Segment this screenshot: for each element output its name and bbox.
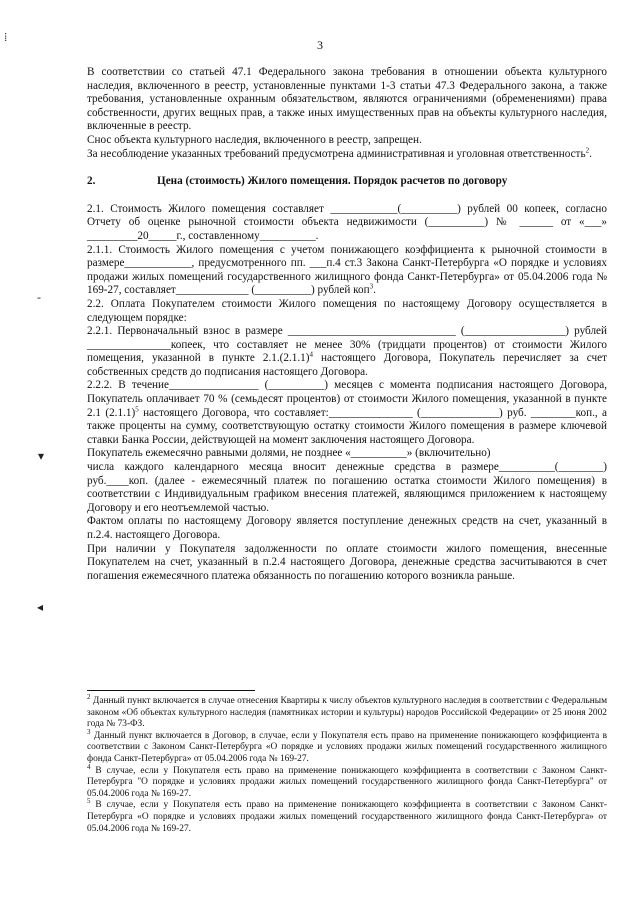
footnote-text: В случае, если у Покупателя есть право на применение понижающего коэффициента в соответствии с Законом Санкт-Петербурга "О порядке и условиях продажи жилых помещений государственного жилищного фонда Санкт-Петербурга" от 05.04.2006 года № 169-27.	[87, 765, 608, 799]
clause-text: 2.1.1. Стоимость Жилого помещения с учетом понижающего коэффициента к рыночной стоимости в размере____________, предусмотренного пп. ___п.4 ст.3 Закона Санкт-Петербурга «О порядке и условиях продажи жилых помещений государственного жилищного фонда Санкт-Петербурга» от 05.04.2006 года № 169-27, составляет_____________ (__________) рублей коп	[87, 243, 607, 297]
footnote	[87, 692, 608, 731]
paragraph: За несоблюдение указанных требований предусмотрена административная и уголовная ответственность$^2$.	[87, 145, 592, 160]
footnote-text: Данный пункт включается в Договор, в случае, если у Покупателя есть право на применение понижающего коэффициента в соответствии с Законом Санкт-Петербурга «О порядке и условиях продажи жилых помещений государственного жилищного фонда Санкт-Петербурга» от 05.04.2006 года № 169-27.	[87, 730, 608, 764]
debt-clause: При наличии у Покупателя задолженности по оплате стоимости жилого помещения, внесенные Покупателем на счет, указанный в п.2.4 настоящего Договора, денежные средства засчитываются в счет погашения ежемесячного платежа обязанность по погашению которого возникла раньше.	[87, 542, 607, 582]
footnote-separator	[87, 690, 255, 691]
document-body	[87, 66, 607, 583]
clause-text-cont: настоящего Договора, Покупатель перечисляет за счет собственных средств до подписания настоящего Договора.	[87, 352, 608, 378]
scan-mark: ⁞	[4, 30, 8, 44]
footnote-ref: 3	[369, 282, 374, 291]
scan-mark: ▾	[38, 449, 45, 463]
clause-2-1-1: 2.1.1. Стоимость Жилого помещения с учетом понижающего коэффициента к рыночной стоимости в размере____________, предусмотренного пп. ___п.4 ст.3 Закона Санкт-Петербурга «О порядке и условиях продажи жилых помещений государственного жилищного фонда Санкт-Петербурга» от 05.04.2006 года № 169-27, составляет_____________ (__________) рублей коп$^3$.	[87, 243, 607, 297]
footnote-number: 2	[87, 692, 91, 701]
footnote	[87, 727, 608, 766]
section-number: 2.	[87, 175, 96, 188]
footnote-number: 3	[87, 727, 91, 736]
section-heading	[87, 175, 607, 189]
page-number: 3	[317, 38, 323, 52]
footnote-ref: 2	[585, 145, 590, 154]
footnote-text: Данный пункт включается в случае отнесения Квартиры к числу объектов культурного наследия в соответствии с Федеральным законом «Об объектах культурного наследия (памятниках истории и культуры) народов Российской Федерации» от 25 июня 2002 года № 73-ФЗ.	[87, 696, 608, 730]
monthly-payment-b: числа каждого календарного месяца вносит денежные средства в размере__________(________) руб.____коп. (далее - ежемесячный платеж по погашению остатка стоимости Жилого помещения) в соответствии с Индивидуальным графиком внесения платежей, являющимся приложением к настоящему Договору и его неотъемлемой частью.	[87, 461, 607, 514]
clause-text-cont: настоящего Договора, что составляет:_______________ (______________) руб. ________коп., а также проценты на сумму, соответствующую остатку стоимости Жилого помещения в размере ключевой ставки Банка России, действующей на момент заключения настоящего Договора.	[87, 406, 607, 446]
clause-2-1: 2.1. Стоимость Жилого помещения составляет ____________(__________) рублей 00 копеек, согласно Отчету об оценке рыночной стоимости объекта недвижимости (__________) № ______ от «___» _________20_____г., составленному__________.	[87, 202, 607, 242]
paragraph: Снос объекта культурного наследия, включенного в реестр, запрещен.	[87, 133, 422, 146]
clause-text: 2.2.2. В течение________________ (__________) месяцев с момента подписания настоящего Договора, Покупатель оплачивает 70 % (семьдесят процентов) от стоимости Жилого помещения, указанной в пункте 2.1 (2.1.1)	[87, 379, 607, 419]
clause-2-2: 2.2. Оплата Покупателем стоимости Жилого помещения по настоящему Договору осуществляется в следующем порядке:	[87, 297, 607, 324]
section-title: Цена (стоимость) Жилого помещения. Порядок расчетов по договору	[157, 175, 508, 188]
footnote-number: 5	[87, 797, 91, 806]
paragraph: В соответствии со статьей 47.1 Федерального закона требования в отношении объекта культурного наследия, включенного в реестр, установленные пунктами 1-3 статьи 47.3 Федерального закона, а также требования, установленные охранным обязательством, являются ограничениями (обременениями) права собственности, других вещных прав, а также иных имущественных прав на объекты культурного наследия, включенные в реестр.	[87, 66, 607, 133]
footnote	[87, 797, 608, 835]
scan-mark: -	[37, 290, 41, 304]
clause-2-2-2	[87, 379, 607, 447]
clause-text: 2.2.1. Первоначальный взнос в размере ______________________________ (__________________) рублей _______________копеек, что составляет не менее 30% (тридцати процентов) от стоимости Жилого помещения, указанной в пункте 2.1.(2.1.1)	[87, 325, 607, 365]
monthly-payment-a: Покупатель ежемесячно равными долями, не позднее «__________» (включительно)	[87, 447, 491, 460]
clause-2-2-1	[87, 325, 607, 379]
paragraph-text: За несоблюдение указанных требований предусмотрена административная и уголовная ответственность	[87, 147, 586, 160]
footnote-text: В случае, если у Покупателя есть право на применение понижающего коэффициента в соответствии с Законом Санкт-Петербурга «О порядке и условиях продажи жилых помещений государственного жилищного фонда Санкт-Петербурга» от 05.04.2006 года № 169-27.	[87, 800, 608, 834]
footnote-ref: 5	[135, 404, 139, 413]
footnote-number: 4	[87, 762, 91, 771]
scan-mark: ◂	[37, 600, 44, 614]
payment-fact: Фактом оплаты по настоящему Договору является поступление денежных средств на счет, указанный в п.2.4. настоящего Договора.	[87, 515, 607, 541]
footnotes	[87, 692, 608, 835]
footnote	[87, 762, 608, 801]
footnote-ref: 4	[309, 350, 313, 359]
